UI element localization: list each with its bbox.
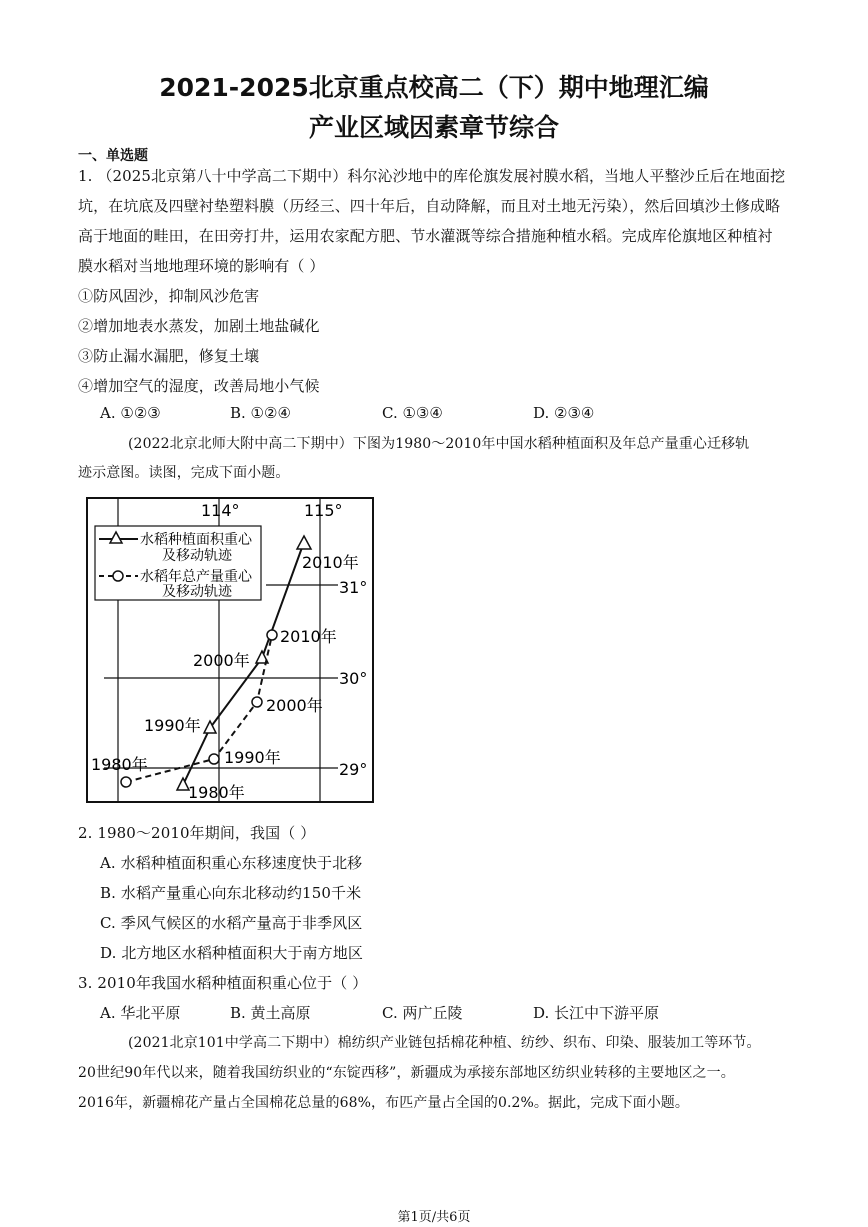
area-label-1980: 1980年 <box>188 783 245 802</box>
q1-item: ④增加空气的湿度，改善局地小气候 <box>78 377 320 395</box>
yield-label-1980: 1980年 <box>91 755 148 774</box>
yield-point-1990 <box>209 754 219 764</box>
area-label-2000: 2000年 <box>193 651 250 670</box>
document-subtitle: 产业区域因素章节综合 <box>308 113 559 142</box>
section-heading: 一、单选题 <box>78 148 148 164</box>
yield-label-1990: 1990年 <box>224 748 281 767</box>
intro4-line: 20世纪90年代以来，随着我国纺织业的“东锭西移”，新疆成为承接东部地区纺织业转移的主要地区之一。 <box>78 1065 735 1081</box>
area-label-1990: 1990年 <box>144 716 201 735</box>
document-title: 2021-2025北京重点校高二（下）期中地理汇编 <box>159 73 709 102</box>
q2-option-a: A. 水稻种植面积重心东移速度快于北移 <box>100 854 363 872</box>
q3-option-a: A. 华北平原 <box>100 1004 181 1022</box>
page-footer: 第1页/共6页 <box>397 1210 471 1225</box>
q1-stem-line: 坑，在坑底及四壁衬垫塑料膜（历经三、四十年后，自动降解，而且对土地无污染），然后回填沙土修成略 <box>78 197 781 215</box>
area-label-2010: 2010年 <box>302 553 359 572</box>
q1-option-b: B. ①②④ <box>230 404 291 422</box>
q3-option-c: C. 两广丘陵 <box>382 1004 463 1022</box>
rice-center-map <box>86 496 376 806</box>
q1-option-a: A. ①②③ <box>100 404 161 422</box>
q2-option-c: C. 季风气候区的水稻产量高于非季风区 <box>100 914 363 932</box>
q1-stem-line: 1. （2025北京第八十中学高二下期中）科尔沁沙地中的库伦旗发展衬膜水稻，当地人平整沙丘后在地面挖 <box>78 167 786 185</box>
legend-yield-label: 水稻年总产量重心 <box>140 569 252 585</box>
intro2-line: (2022北京北师大附中高二下期中）下图为1980～2010年中国水稻种植面积及年总产量重心迁移轨 <box>128 436 750 452</box>
q1-item: ①防风固沙，抑制风沙危害 <box>78 287 260 305</box>
q3-option-b: B. 黄土高原 <box>230 1004 311 1022</box>
q1-stem-line: 膜水稻对当地地理环境的影响有（ ） <box>78 257 325 275</box>
legend-circle-icon <box>113 571 123 581</box>
q3-stem: 3. 2010年我国水稻种植面积重心位于（ ） <box>78 974 368 992</box>
lat-label-29: 29° <box>339 760 368 779</box>
lon-label-115: 115° <box>304 501 343 520</box>
intro2-line: 迹示意图。读图，完成下面小题。 <box>78 465 290 481</box>
lon-label-114: 114° <box>201 501 240 520</box>
yield-point-2000 <box>252 697 262 707</box>
q2-option-d: D. 北方地区水稻种植面积大于南方地区 <box>100 944 363 962</box>
q3-option-d: D. 长江中下游平原 <box>533 1004 660 1022</box>
yield-label-2000: 2000年 <box>266 696 323 715</box>
yield-point-1980 <box>121 777 131 787</box>
legend-area-label-2: 及移动轨迹 <box>162 548 232 564</box>
q2-stem: 2. 1980～2010年期间，我国（ ） <box>78 824 316 842</box>
yield-point-2010 <box>267 630 277 640</box>
q1-option-c: C. ①③④ <box>382 404 443 422</box>
intro4-line: (2021北京101中学高二下期中）棉纺织产业链包括棉花种植、纺纱、织布、印染、服装加工等环节。 <box>128 1035 761 1051</box>
q1-item: ③防止漏水漏肥，修复土壤 <box>78 347 260 365</box>
lat-label-31: 31° <box>339 578 368 597</box>
lat-label-30: 30° <box>339 669 368 688</box>
legend-area-label: 水稻种植面积重心 <box>140 532 252 548</box>
legend-yield-label-2: 及移动轨迹 <box>162 584 232 600</box>
q1-item: ②增加地表水蒸发，加剧土地盐碱化 <box>78 317 320 335</box>
intro4-line: 2016年，新疆棉花产量占全国棉花总量的68%，布匹产量占全国的0.2%。据此，完成下面小题。 <box>78 1095 690 1111</box>
q1-stem-line: 高于地面的畦田，在田旁打井，运用农家配方肥、节水灌溉等综合措施种植水稻。完成库伦旗地区种植衬 <box>78 227 773 245</box>
yield-label-2010: 2010年 <box>280 627 337 646</box>
q1-option-d: D. ②③④ <box>533 404 595 422</box>
q2-option-b: B. 水稻产量重心向东北移动约150千米 <box>100 884 362 902</box>
